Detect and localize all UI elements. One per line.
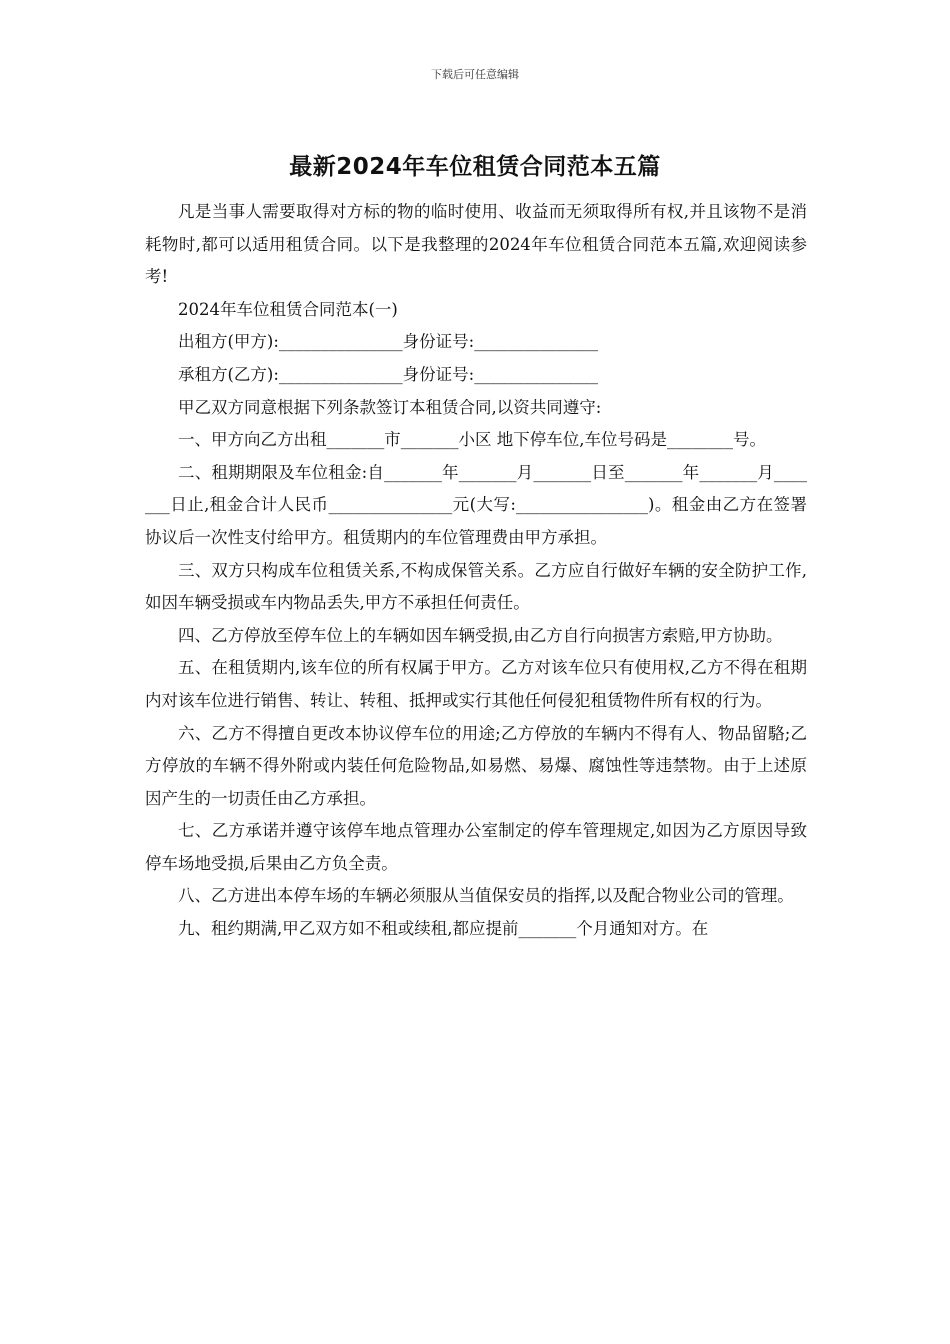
paragraph-clause-1: 一、甲方向乙方出租_______市_______小区 地下停车位,车位号码是________号。	[178, 430, 766, 450]
paragraph-clause-4: 四、乙方停放至停车位上的车辆如因车辆受损,由乙方自行向损害方索赔,甲方协助。	[178, 625, 783, 645]
paragraph-clause-7: 七、乙方承诺并遵守该停车地点管理办公室制定的停车管理规定,如因为乙方原因导致停车场地受损,后果由乙方负全责。	[145, 821, 807, 873]
paragraph-clause-5: 五、在租赁期内,该车位的所有权属于甲方。乙方对该车位只有使用权,乙方不得在租期内对该车位进行销售、转让、转租、抵押或实行其他任何侵犯租赁物件所有权的行为。	[145, 658, 807, 710]
paragraph-lessee: 承租方(乙方):_______________身份证号:_______________	[178, 364, 598, 384]
paragraph-heading: 2024年车位租赁合同范本(一)	[178, 299, 398, 319]
paragraph-clause-6: 六、乙方不得擅自更改本协议停车位的用途;乙方停放的车辆内不得有人、物品留駱;乙方停放的车辆不得外附或内装任何危险物品,如易燃、易爆、腐蚀性等违禁物。由于上述原因产生的一切责任由乙方承担。	[145, 723, 807, 808]
paragraph-agreement: 甲乙双方同意根据下列条款签订本租赁合同,以资共同遵守:	[178, 397, 602, 417]
paragraph-lessor: 出租方(甲方):_______________身份证号:_______________	[178, 332, 598, 352]
paragraph-intro: 凡是当事人需要取得对方标的物的临时使用、收益而无须取得所有权,并且该物不是消耗物时,都可以适用租赁合同。以下是我整理的2024年车位租赁合同范本五篇,欢迎阅读参考!	[145, 202, 807, 287]
document-body	[145, 196, 807, 946]
paragraph-clause-3: 三、双方只构成车位租赁关系,不构成保管关系。乙方应自行做好车辆的安全防护工作,如因车辆受损或车内物品丢失,甲方不承担任何责任。	[145, 560, 807, 613]
paragraph-clause-2: 二、租期期限及车位租金:自_______年_______月_______日至_______年_______月_______日止,租金合计人民币_______________元(大写:________________)。租金由乙方在签署协议后一次性支付给甲方。租赁期内的车位管理费由甲方承担。	[145, 462, 807, 547]
paragraph-clause-8: 八、乙方进出本停车场的车辆必须服从当值保安员的指挥,以及配合物业公司的管理。	[178, 886, 794, 906]
document-title: 最新2024年车位租赁合同范本五篇	[289, 154, 661, 180]
paragraph-clause-9: 九、租约期满,甲乙双方如不租或续租,都应提前_______个月通知对方。在	[178, 919, 709, 939]
header-note: 下载后可任意编辑	[431, 68, 519, 81]
